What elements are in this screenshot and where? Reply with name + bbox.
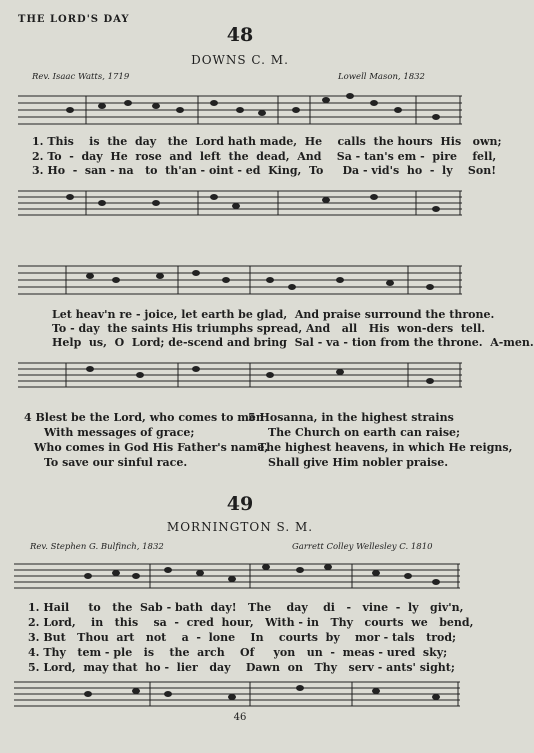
stanza-line: With messages of grace;	[44, 426, 195, 439]
verse-line-48-3a: 3. Ho - san - na to th'an - oint - ed King, To Da - vid's ho - ly Son!	[32, 164, 497, 177]
verse-line-48-2b: To - day the saints His triumphs spread, And all His won-ders tell.	[52, 322, 486, 335]
verse-line-49-3: 3. But Thou art not a - lone In courts by mor - tals trod;	[28, 631, 457, 644]
verse-line-48-2a: 2. To - day He rose and left the dead, And Sa - tan's em - pire fell,	[32, 150, 497, 163]
verse-line-49-4: 4. Thy tem - ple is the arch Of yon un - meas - ured sky;	[28, 646, 448, 659]
music-staff	[0, 355, 480, 395]
music-staff	[0, 558, 480, 598]
composer-credit-49: Garrett Colley Wellesley C. 1810	[292, 542, 433, 552]
author-credit-49: Rev. Stephen G. Bulfinch, 1832	[30, 542, 164, 552]
running-head: THE LORD'S DAY	[18, 14, 130, 25]
tune-name-48: DOWNS C. M.	[191, 53, 289, 67]
hymn-number-49: 49	[226, 493, 254, 515]
hymn-number-48: 48	[226, 24, 254, 46]
music-staff	[0, 90, 480, 135]
music-staff	[0, 260, 480, 305]
author-credit-48: Rev. Isaac Watts, 1719	[32, 72, 130, 82]
stanza-line: 5 Hosanna, in the highest strains	[248, 411, 454, 424]
verse-line-48-3b: Help us, O Lord; de-scend and bring Sal - va - tion from the throne. A-men.	[52, 336, 534, 349]
stanza-line: The Church on earth can raise;	[268, 426, 461, 439]
music-staff	[0, 678, 480, 710]
verse-line-49-2: 2. Lord, in this sa - cred hour, With - in Thy courts we bend,	[28, 616, 474, 629]
stanza-5	[248, 410, 512, 470]
music-staff	[0, 183, 480, 223]
stanza-line: The highest heavens, in which He reigns,	[258, 441, 513, 454]
stanza-line: 4 Blest be the Lord, who comes to men	[24, 411, 264, 424]
tune-name-49: MORNINGTON S. M.	[166, 520, 314, 534]
stanza-line: Shall give Him nobler praise.	[268, 456, 449, 469]
verse-line-49-5: 5. Lord, may that ho - lier day Dawn on Thy serv - ants' sight;	[28, 661, 455, 674]
composer-credit-48: Lowell Mason, 1832	[338, 72, 425, 82]
verse-line-48-1b: Let heav'n re - joice, let earth be glad, And praise surround the throne.	[52, 308, 495, 321]
verse-line-49-1: 1. Hail to the Sab - bath day! The day di - vine - ly giv'n,	[28, 601, 464, 614]
stanza-line: To save our sinful race.	[44, 456, 188, 469]
stanza-line: Who comes in God His Father's name,	[34, 441, 269, 454]
stanza-4	[24, 410, 268, 470]
verse-line-48-1a: 1. This is the day the Lord hath made, He calls the hours His own;	[32, 135, 502, 148]
page-number: 46	[233, 712, 247, 723]
